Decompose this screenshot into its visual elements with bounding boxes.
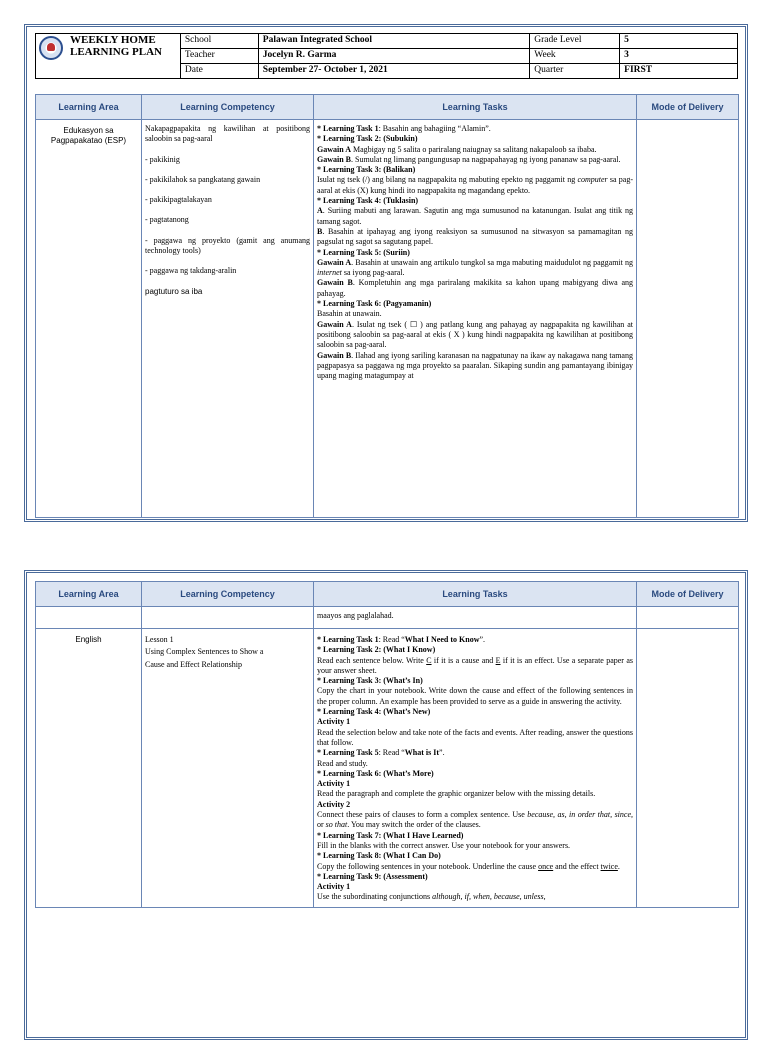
school-value: Palawan Integrated School: [258, 34, 529, 49]
english-task-7: * Learning Task 7: (What I Have Learned): [317, 830, 464, 840]
esp-task-2: * Learning Task 2: (Subukin): [317, 134, 418, 144]
english-task-4: * Learning Task 4: (What’s New): [317, 707, 431, 717]
english-task-6-activity-2: Activity 2: [317, 799, 351, 809]
continuation-competency: [142, 607, 314, 629]
english-lesson: Lesson 1: [145, 635, 174, 644]
esp-competency-item: - pakikipagtalakayan: [145, 195, 212, 205]
esp-task-2-gawain-b: Gawain B. Sumulat ng limang pangungusap na nagpapahayag ng iyong pananaw sa pag-aaral.: [317, 154, 621, 164]
esp-competency-main: Nakapagpapakita ng kawilihan at positibong saloobin sa pag-aaral: [145, 124, 310, 144]
english-task-4-text: Read the selection below and take note of the facts and events. After reading, answer the questions that follow.: [317, 727, 633, 747]
esp-tasks: [314, 120, 637, 518]
date-value: September 27- October 1, 2021: [258, 64, 529, 79]
col-mode-of-delivery: Mode of Delivery: [637, 582, 739, 607]
plan-page-2: [24, 570, 748, 1040]
esp-task-4-a: A. Suriing mabuti ang larawan. Sagutin ang mga sumusunod na katanungan. Isulat ang titik ng tamang sagot.: [317, 206, 633, 226]
continuation-area: [36, 607, 142, 629]
english-competency-text: Using Complex Sentences to Show a Cause and Effect Relationship: [145, 647, 264, 670]
english-task-6-activity-1-text: Read the paragraph and complete the graphic organizer below with the missing details.: [317, 789, 596, 799]
esp-task-4: * Learning Task 4: (Tuklasin): [317, 196, 419, 206]
plan-title: [36, 34, 181, 79]
english-task-9-text: Use the subordinating conjunctions although, if, when, because, unless,: [317, 892, 546, 902]
teacher-value: Jocelyn R. Garma: [258, 49, 529, 64]
col-learning-tasks: Learning Tasks: [314, 582, 637, 607]
plan-table-1: [35, 94, 739, 518]
esp-task-6: * Learning Task 6: (Pagyamanin): [317, 299, 432, 309]
col-learning-tasks: Learning Tasks: [314, 95, 637, 120]
english-task-6-activity-2-text: Connect these pairs of clauses to form a complex sentence. Use because, as, in order that, since, or so that. You may switch the order of the clauses.: [317, 810, 634, 830]
english-task-1: * Learning Task 1: Read “What I Need to Know”.: [317, 635, 486, 644]
english-tasks: [314, 629, 637, 908]
grade-label: Grade Level: [530, 34, 620, 49]
esp-mode-of-delivery: [637, 120, 739, 518]
week-value: 3: [620, 49, 738, 64]
esp-task-6-gawain-a: Gawain A. Isulat ng tsek ( ☐ ) ang patlang kung ang pahayag ay nagpapakita ng kawilihan at positibong saloobin sa pag-aaral at ekis ( X ) kung hindi nagpapakita ng kawilihan at positibong saloobin sa pag-aaral.: [317, 319, 633, 350]
english-task-8: * Learning Task 8: (What I Can Do): [317, 851, 441, 861]
english-task-6-activity-1: Activity 1: [317, 779, 351, 789]
deped-seal-icon: [39, 36, 63, 60]
grade-value: 5: [620, 34, 738, 49]
teacher-label: Teacher: [180, 49, 258, 64]
esp-competency-item: - pagtatanong: [145, 215, 189, 225]
esp-task-3-text: Isulat ng tsek (/) ang bilang na nagpapakita ng mabuting epekto ng paggamit ng computer sa pag-aaral at ekis (X) kung hindi ito nagpapakita ng magandang epekto.: [317, 175, 633, 195]
esp-task-1: * Learning Task 1: Basahin ang bahagiing “Alamin”.: [317, 124, 491, 133]
english-task-2: * Learning Task 2: (What I Know): [317, 645, 436, 655]
quarter-value: FIRST: [620, 64, 738, 79]
col-learning-competency: Learning Competency: [142, 95, 314, 120]
english-task-3: * Learning Task 3: (What’s In): [317, 676, 423, 686]
school-label: School: [180, 34, 258, 49]
esp-task-6-gawain-b: Gawain B. Ilahad ang iyong sariling karanasan na nagpatunay na ikaw ay nakagawa nang tamang pagpapasya sa paggawa ng mga proyekto sa paaralan. Sikaping sundin ang pamantayang ibinigay upang maging matagumpay at: [317, 350, 633, 381]
esp-task-5-gawain-a: Gawain A. Basahin at unawain ang artikulo tungkol sa mga mabuting maidudulot ng paggamit ng internet sa iyong pag-aaral.: [317, 257, 633, 278]
esp-task-5-gawain-b: Gawain B. Kompletuhin ang mga pariralang makikita sa kahon upang mabigyang diwa ang pahayag.: [317, 278, 633, 298]
header-table: [35, 33, 738, 79]
esp-task-4-b: B. Basahin at ipahayag ang iyong reaksiyon sa sumusunod na sitwasyon sa pamamagitan ng pagsulat ng sagot sa sagutang papel.: [317, 226, 633, 247]
english-task-5: * Learning Task 5: Read “What is It”.: [317, 748, 445, 758]
english-task-2-text: Read each sentence below. Write C if it is a cause and E if it is an effect. Use a separate paper as your answer sheet.: [317, 655, 633, 675]
english-task-4-activity: Activity 1: [317, 717, 351, 727]
continuation-mode: [637, 607, 739, 629]
esp-task-2-gawain-a: Gawain A Magbigay ng 5 salita o pariralang naiugnay sa salitang nakapaloob sa ibaba.: [317, 144, 597, 154]
esp-task-continuation: maayos ang paglalahad.: [314, 607, 637, 629]
plan-page-1: [24, 24, 748, 522]
english-mode-of-delivery: [637, 629, 739, 908]
esp-competency-item: - pakikilahok sa pangkatang gawain: [145, 174, 261, 184]
english-competency: [142, 629, 314, 908]
english-task-3-text: Copy the chart in your notebook. Write down the cause and effect of the following sentences in the proper column. An example has been provided to serve as a guide in answering the activity.: [317, 686, 633, 706]
english-task-7-text: Fill in the blanks with the correct answer. Use your notebook for your answers.: [317, 840, 571, 850]
col-learning-area: Learning Area: [36, 95, 142, 120]
english-task-9: * Learning Task 9: (Assessment): [317, 871, 428, 881]
plan-title-line2: LEARNING PLAN: [70, 46, 162, 58]
esp-competency-item: - paggawa ng proyekto (gamit ang anumang technology tools): [145, 235, 310, 256]
english-task-6: * Learning Task 6: (What’s More): [317, 768, 434, 778]
esp-competency-item: pagtuturo sa iba: [145, 286, 203, 296]
esp-task-6-intro: Basahin at unawain.: [317, 309, 382, 319]
week-label: Week: [530, 49, 620, 64]
esp-area: Edukasyon sa Pagpapakatao (ESP): [36, 120, 142, 518]
quarter-label: Quarter: [530, 64, 620, 79]
esp-task-5: * Learning Task 5: (Suriin): [317, 247, 410, 257]
date-label: Date: [180, 64, 258, 79]
esp-competency-item: - pakikinig: [145, 154, 180, 164]
english-task-5-text: Read and study.: [317, 758, 368, 768]
esp-task-3: * Learning Task 3: (Balikan): [317, 165, 416, 175]
english-task-8-text: Copy the following sentences in your notebook. Underline the cause once and the effect twice.: [317, 861, 620, 871]
col-learning-competency: Learning Competency: [142, 582, 314, 607]
col-mode-of-delivery: Mode of Delivery: [637, 95, 739, 120]
plan-title-line1: WEEKLY HOME: [70, 34, 156, 46]
english-task-9-activity: Activity 1: [317, 882, 351, 892]
esp-competency: [142, 120, 314, 518]
col-learning-area: Learning Area: [36, 582, 142, 607]
plan-table-2: [35, 581, 739, 908]
esp-competency-item: - paggawa ng takdang-aralin: [145, 266, 237, 276]
english-area: English: [36, 629, 142, 908]
